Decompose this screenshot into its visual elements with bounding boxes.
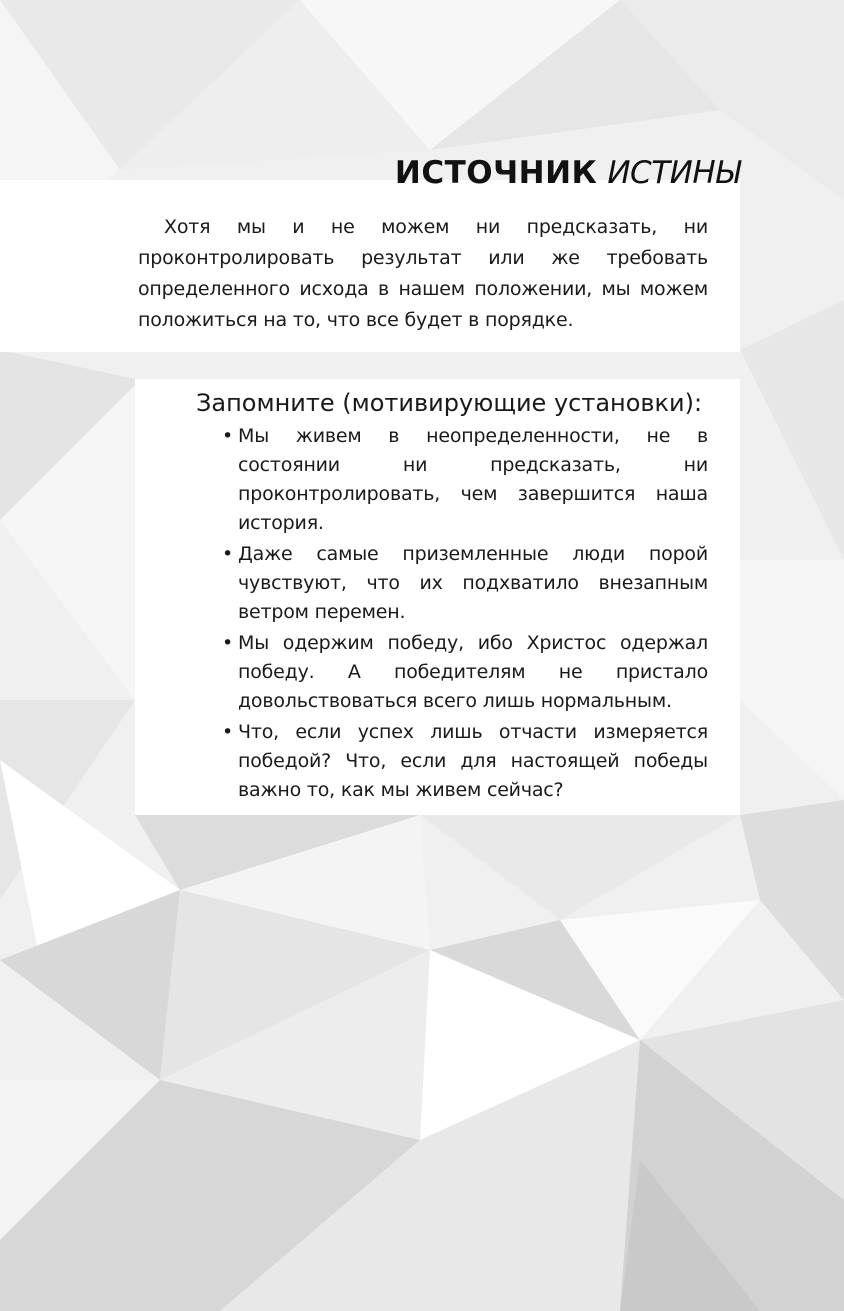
bullet-icon: • <box>222 632 234 654</box>
intro-paragraph: Хотя мы и не можем ни предсказать, ни проконтролировать результат или же требовать определенного исхода в нашем положении, мы можем положиться на то, что все будет в порядке. <box>138 216 708 331</box>
list-item <box>222 629 708 716</box>
title-italic-part: ИСТИНЫ <box>607 155 740 191</box>
list-item-text: Мы одержим победу, ибо Христос одержал победу. А победителям не пристало довольствоваться всего лишь нормальным. <box>238 632 708 712</box>
bullet-icon: • <box>222 543 234 565</box>
list-item-text: Что, если успех лишь отчасти измеряется победой? Что, если для настоящей победы важно то, как мы живем сейчас? <box>238 721 708 801</box>
page-title <box>395 150 740 196</box>
list-item <box>222 540 708 627</box>
remember-list <box>222 422 708 807</box>
list-item-text: Мы живем в неопределенности, не в состоянии ни предсказать, ни проконтролировать, чем завершится наша история. <box>238 425 708 534</box>
list-item-text: Даже самые приземленные люди порой чувствуют, что их подхватило внезапным ветром перемен. <box>238 543 708 623</box>
remember-heading: Запомните (мотивирующие установки): <box>196 389 703 417</box>
list-item <box>222 718 708 805</box>
list-item <box>222 422 708 538</box>
title-bold-part: ИСТОЧНИК <box>394 155 598 191</box>
bullet-icon: • <box>222 721 234 743</box>
bullet-icon: • <box>222 425 234 447</box>
